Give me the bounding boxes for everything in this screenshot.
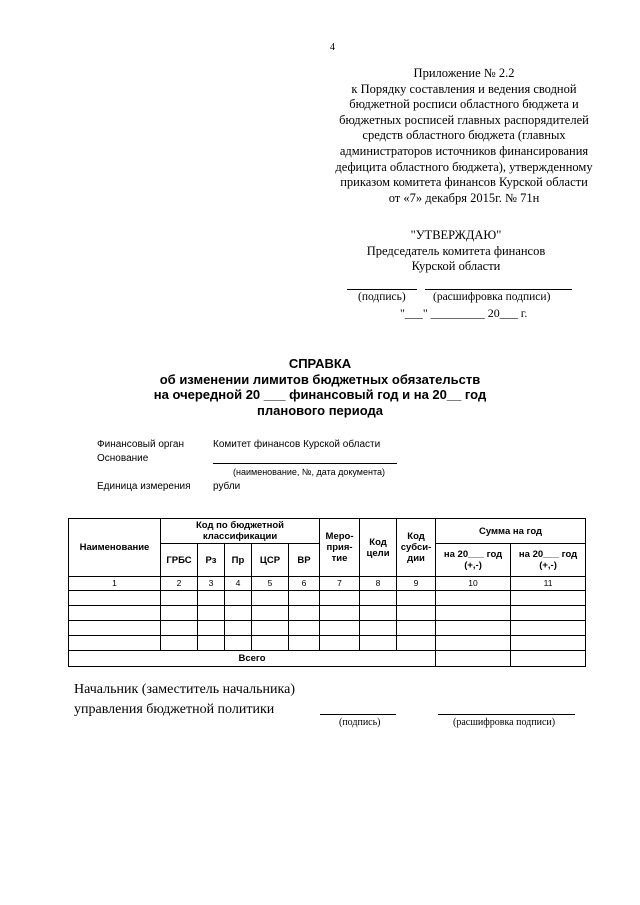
finance-body-value: Комитет финансов Курской области — [213, 439, 381, 450]
unit-label: Единица измерения — [97, 481, 191, 492]
signatory-position: Начальник (заместитель начальника) — [74, 682, 295, 697]
approval-block — [340, 228, 572, 275]
appendix-line: к Порядку составления и ведения сводной — [351, 81, 577, 96]
document-title — [130, 356, 510, 418]
footer-signature-line — [320, 714, 396, 715]
approver-region: Курской области — [411, 259, 501, 274]
table-row — [69, 591, 586, 606]
appendix-line: администраторов источников финансирования — [339, 143, 589, 158]
col-sum1-header: на 20___ год (+,-) — [436, 544, 511, 577]
table-total-row — [69, 651, 586, 667]
footer-decoding-label: (расшифровка подписи) — [453, 717, 556, 728]
appendix-line: приказом комитета финансов Курской области — [340, 175, 588, 190]
column-number: 3 — [198, 577, 225, 591]
limits-table — [68, 518, 586, 667]
unit-value: рубли — [213, 481, 241, 492]
col-pr-header: Пр — [225, 544, 252, 577]
approver-signature-label: (подпись) — [358, 291, 406, 303]
column-number: 2 — [161, 577, 198, 591]
basis-hint: (наименование, №, дата документа) — [233, 467, 385, 477]
footer-signatory — [74, 680, 295, 720]
column-number: 8 — [360, 577, 397, 591]
approver-decoding-label: (расшифровка подписи) — [433, 291, 551, 303]
basis-line — [213, 463, 397, 464]
column-number: 4 — [225, 577, 252, 591]
appendix-line: от «7» декабря 2015г. № 71н — [388, 190, 540, 205]
table-row — [69, 636, 586, 651]
title-heading: СПРАВКА — [288, 356, 352, 371]
footer-decoding-line — [438, 714, 575, 715]
title-line: на очередной 20 ___ финансовый год и на 20__ год — [153, 387, 487, 402]
approver-signature-line — [347, 289, 417, 290]
col-goal-header: Код цели — [360, 519, 397, 577]
title-line: об изменении лимитов бюджетных обязательств — [159, 371, 481, 387]
col-csr-header: ЦСР — [252, 544, 289, 577]
signatory-department: управления бюджетной политики — [74, 702, 275, 717]
table-header-row — [69, 519, 586, 544]
table-number-row — [69, 577, 586, 591]
finance-body-label: Финансовый орган — [97, 439, 184, 450]
appendix-line: средств областного бюджета (главных — [362, 128, 566, 143]
col-sum-group-header: Сумма на год — [436, 519, 586, 544]
basis-label: Основание — [97, 453, 149, 464]
col-name-header: Наименование — [69, 519, 161, 577]
col-subsidy-header: Код субси- дии — [397, 519, 436, 577]
column-number: 7 — [320, 577, 360, 591]
approval-date-line: "___" _________ 20___ г. — [400, 306, 528, 320]
appendix-line: Приложение № 2.2 — [413, 66, 515, 80]
col-code-group-header: Код по бюджетной классификации — [161, 519, 320, 544]
table-row — [69, 606, 586, 621]
appendix-line: дефицита областного бюджета), утвержденному — [335, 159, 593, 174]
appendix-line: бюджетных росписей главных распорядителей — [339, 112, 589, 127]
approver-position: Председатель комитета финансов — [366, 243, 546, 258]
table-row — [69, 621, 586, 636]
title-line: планового периода — [257, 402, 383, 418]
col-event-header: Меро- прия- тие — [320, 519, 360, 577]
page-number: 4 — [330, 42, 335, 53]
approver-decoding-line — [425, 289, 572, 290]
column-number: 10 — [436, 577, 511, 591]
column-number: 5 — [252, 577, 289, 591]
col-sum2-header: на 20___ год (+,-) — [511, 544, 586, 577]
approve-stamp: "УТВЕРЖДАЮ" — [410, 228, 502, 242]
appendix-line: бюджетной росписи областного бюджета и — [349, 97, 579, 112]
column-number: 6 — [289, 577, 320, 591]
column-number: 1 — [69, 577, 161, 591]
column-number: 9 — [397, 577, 436, 591]
col-rz-header: Рз — [198, 544, 225, 577]
col-vr-header: ВР — [289, 544, 320, 577]
total-label: Всего — [69, 651, 436, 667]
appendix-note — [318, 66, 610, 206]
column-number: 11 — [511, 577, 586, 591]
col-grbs-header: ГРБС — [161, 544, 198, 577]
footer-signature-label: (подпись) — [339, 717, 381, 728]
